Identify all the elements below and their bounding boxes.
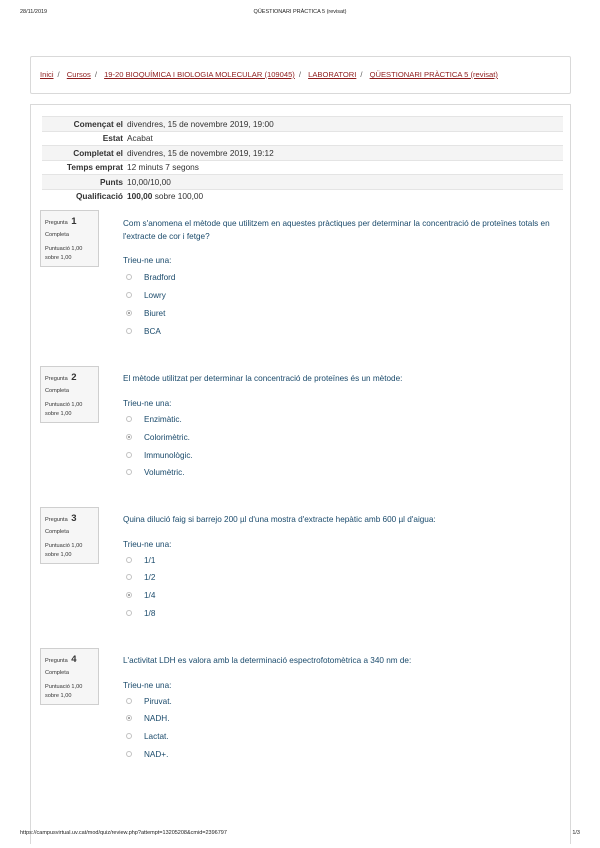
- answer-option-label: Bradford: [144, 272, 176, 282]
- question-state: Completa: [45, 231, 69, 238]
- summary-row-started: [42, 116, 563, 131]
- question-state: Completa: [45, 528, 69, 535]
- summary-row-grade: [42, 189, 563, 204]
- answer-option-label: Colorimètric.: [144, 432, 190, 442]
- radio-button[interactable]: [126, 469, 132, 475]
- print-header: [20, 9, 580, 17]
- question-grade-line: Puntuació 1,00: [45, 542, 83, 549]
- answer-option[interactable]: [126, 290, 166, 300]
- answer-option[interactable]: [126, 713, 169, 723]
- answer-option[interactable]: [126, 308, 165, 318]
- question-grade-line: sobre 1,00: [45, 692, 72, 699]
- radio-button[interactable]: [126, 733, 132, 739]
- summary-label: Començat el: [73, 118, 123, 129]
- answer-option-label: Lowry: [144, 290, 166, 300]
- question-number: [45, 215, 98, 229]
- breadcrumb-course[interactable]: 19-20 BIOQUÍMICA I BIOLOGIA MOLECULAR (109045): [104, 70, 295, 79]
- breadcrumb-separator: /: [298, 70, 301, 79]
- breadcrumb-courses[interactable]: Cursos: [66, 70, 91, 79]
- question-number-value: 3: [71, 513, 77, 524]
- answer-option-label: Enzimàtic.: [144, 414, 182, 424]
- radio-button-selected[interactable]: [126, 715, 132, 721]
- print-url: https://campusvirtual.uv.cat/mod/quiz/review.php?attempt=13205208&cmid=2396797: [20, 830, 227, 836]
- radio-button-selected[interactable]: [126, 310, 132, 316]
- grade-out-of: sobre 100,00: [152, 191, 204, 202]
- question-label: Pregunta: [45, 376, 68, 382]
- answer-option-label: BCA: [144, 326, 161, 336]
- question-grade-line: sobre 1,00: [45, 254, 72, 261]
- breadcrumb-separator: /: [360, 70, 363, 79]
- question-number-value: 1: [71, 216, 77, 227]
- answer-option[interactable]: [126, 590, 155, 600]
- radio-button-selected[interactable]: [126, 434, 132, 440]
- radio-button[interactable]: [126, 610, 132, 616]
- answer-option-label: NADH.: [144, 713, 170, 723]
- question-label: Pregunta: [45, 658, 68, 664]
- summary-value: divendres, 15 de novembre 2019, 19:12: [127, 147, 274, 158]
- summary-label: Completat el: [73, 147, 123, 158]
- question-grade-line: sobre 1,00: [45, 410, 72, 417]
- question-label: Pregunta: [45, 517, 68, 523]
- answer-option[interactable]: [126, 608, 155, 618]
- answer-option[interactable]: [126, 272, 175, 282]
- answer-option[interactable]: [126, 696, 172, 706]
- answer-option-label: 1/2: [144, 572, 156, 582]
- breadcrumb-section[interactable]: LABORATORI: [308, 70, 357, 79]
- answer-option-label: Biuret: [144, 308, 166, 318]
- question-grade: [45, 245, 98, 263]
- summary-value: 10,00/10,00: [127, 176, 171, 187]
- breadcrumb-separator: /: [57, 70, 60, 79]
- question-info-2: [40, 366, 99, 423]
- summary-row-completed: [42, 145, 563, 160]
- summary-value: 12 minuts 7 segons: [127, 162, 199, 173]
- main-content: [30, 104, 571, 844]
- print-title: QÜESTIONARI PRÀCTICA 5 (revisat): [253, 9, 347, 15]
- question-grade-line: Puntuació 1,00: [45, 245, 83, 252]
- question-number: [45, 512, 98, 526]
- summary-value: divendres, 15 de novembre 2019, 19:00: [127, 118, 274, 129]
- question-info-1: [40, 210, 99, 267]
- radio-button[interactable]: [126, 751, 132, 757]
- question-number-value: 2: [71, 372, 77, 383]
- radio-button[interactable]: [126, 557, 132, 563]
- answer-option[interactable]: [126, 414, 182, 424]
- summary-value: Acabat: [127, 133, 153, 144]
- question-grade: [45, 683, 98, 701]
- question-number: [45, 371, 98, 385]
- summary-label: Temps emprat: [66, 162, 123, 173]
- answer-option-label: 1/8: [144, 608, 156, 618]
- answer-option[interactable]: [126, 432, 190, 442]
- breadcrumb-home[interactable]: Inici: [40, 70, 54, 79]
- answer-option[interactable]: [126, 450, 193, 460]
- question-grade-line: Puntuació 1,00: [45, 683, 83, 690]
- radio-button[interactable]: [126, 452, 132, 458]
- question-info-4: [40, 648, 99, 705]
- grade-value: 100,00: [127, 191, 153, 202]
- print-date: 28/11/2019: [20, 9, 48, 15]
- answer-option-label: 1/4: [144, 590, 156, 600]
- answer-prompt: Trieu-ne una:: [123, 399, 172, 408]
- breadcrumb-separator: /: [94, 70, 97, 79]
- question-number: [45, 653, 98, 667]
- answer-option[interactable]: [126, 326, 161, 336]
- answer-option-label: Lactat.: [144, 731, 169, 741]
- summary-row-marks: [42, 174, 563, 189]
- question-state: Completa: [45, 387, 69, 394]
- question-number-value: 4: [71, 654, 77, 665]
- summary-label: Punts: [99, 176, 123, 187]
- answer-option[interactable]: [126, 467, 185, 477]
- summary-row-state: [42, 131, 563, 146]
- answer-option[interactable]: [126, 731, 169, 741]
- question-label: Pregunta: [45, 220, 68, 226]
- question-grade: [45, 542, 98, 560]
- answer-option-label: Piruvat.: [144, 696, 172, 706]
- answer-option-label: Volumètric.: [144, 467, 185, 477]
- question-grade-line: Puntuació 1,00: [45, 401, 83, 408]
- radio-button-selected[interactable]: [126, 592, 132, 598]
- radio-button[interactable]: [126, 574, 132, 580]
- radio-button[interactable]: [126, 416, 132, 422]
- answer-option-label: 1/1: [144, 555, 156, 565]
- radio-button[interactable]: [126, 698, 132, 704]
- answer-prompt: Trieu-ne una:: [123, 256, 172, 265]
- answer-option[interactable]: [126, 749, 168, 759]
- answer-option-label: NAD+.: [144, 749, 169, 759]
- summary-label: Estat: [102, 133, 123, 144]
- radio-button[interactable]: [126, 328, 132, 334]
- answer-option-label: Immunològic.: [144, 450, 193, 460]
- question-text-1: Com s'anomena el mètode que utilitzem en aquestes pràctiques per determinar la concentració de proteïnes totals en l'extracte de cor i fetge?: [123, 219, 550, 242]
- breadcrumb-quiz[interactable]: QÜESTIONARI PRÀCTICA 5 (revisat): [369, 70, 498, 79]
- summary-row-time-taken: [42, 160, 563, 175]
- answer-option[interactable]: [126, 572, 155, 582]
- question-text-3: Quina dilució faig si barrejo 200 µl d'una mostra d'extracte hepàtic amb 600 µl d'aigua:: [123, 515, 436, 524]
- attempt-summary-table: [42, 116, 563, 203]
- summary-value: [127, 191, 203, 201]
- answer-prompt: Trieu-ne una:: [123, 681, 172, 690]
- breadcrumb: [30, 56, 571, 94]
- summary-label: Qualificació: [75, 191, 123, 202]
- radio-button[interactable]: [126, 274, 132, 280]
- print-page-number: 1/3: [572, 830, 580, 836]
- question-info-3: [40, 507, 99, 564]
- answer-prompt: Trieu-ne una:: [123, 540, 172, 549]
- question-text-4: L'activitat LDH es valora amb la determinació espectrofotomètrica a 340 nm de:: [123, 656, 412, 665]
- radio-button[interactable]: [126, 292, 132, 298]
- question-state: Completa: [45, 669, 69, 676]
- answer-option[interactable]: [126, 555, 155, 565]
- question-text-2: El mètode utilitzat per determinar la concentració de proteïnes és un mètode:: [123, 374, 403, 383]
- question-grade-line: sobre 1,00: [45, 551, 72, 558]
- question-grade: [45, 401, 98, 419]
